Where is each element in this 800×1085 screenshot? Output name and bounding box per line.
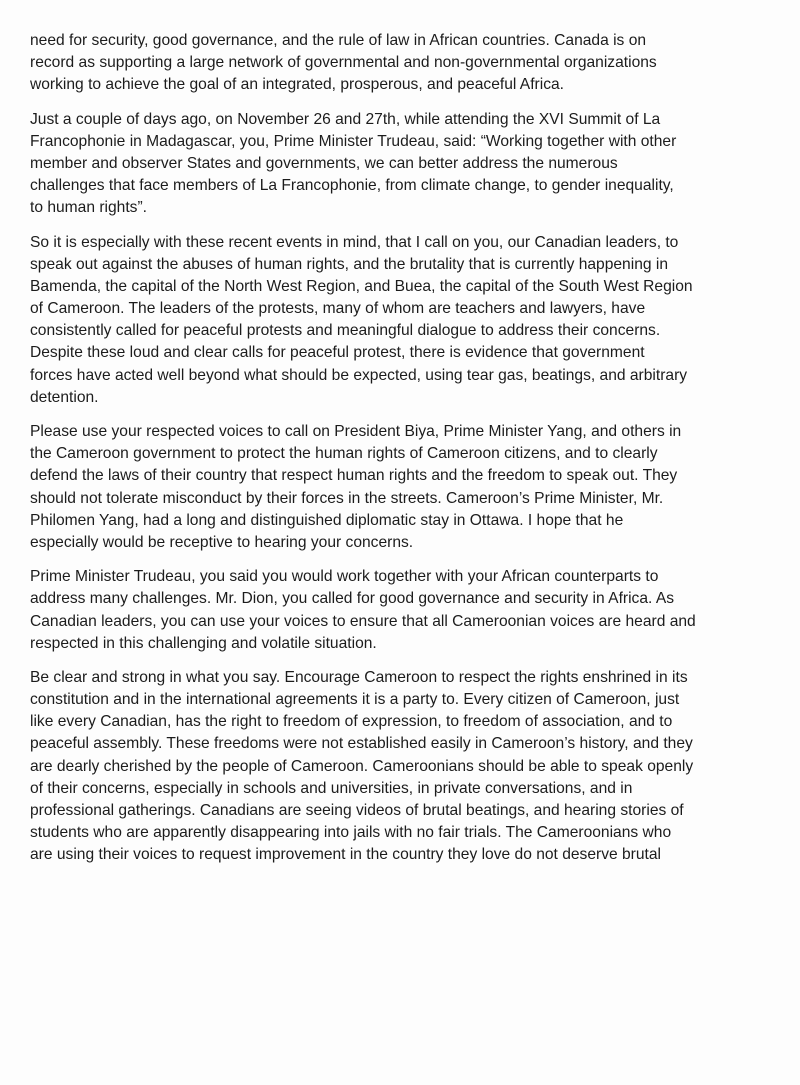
text-line: Philomen Yang, had a long and distinguished diplomatic stay in Ottawa. I hope that he bbox=[30, 511, 624, 529]
text-line: Francophonie in Madagascar, you, Prime Minister Trudeau, said: “Working together with other bbox=[30, 132, 677, 150]
paragraph-call-to-speak-out bbox=[30, 232, 790, 410]
text-line: to human rights”. bbox=[30, 199, 148, 217]
paragraph-francophonie-summit bbox=[30, 109, 790, 220]
text-line: peaceful assembly. These freedoms were not established easily in Cameroon’s history, and they bbox=[30, 735, 693, 753]
text-line: defend the laws of their country that respect human rights and the freedom to speak out. They bbox=[30, 467, 678, 485]
text-line: address many challenges. Mr. Dion, you called for good governance and security in Africa. As bbox=[30, 590, 675, 608]
text-line: Just a couple of days ago, on November 26 and 27th, while attending the XVI Summit of La bbox=[30, 110, 661, 128]
text-line: like every Canadian, has the right to freedom of expression, to freedom of association, and to bbox=[30, 713, 673, 731]
text-line: students who are apparently disappearing into jails with no fair trials. The Cameroonians who bbox=[30, 824, 672, 842]
paragraph-be-clear-and-strong bbox=[30, 667, 790, 867]
text-line: So it is especially with these recent events in mind, that I call on you, our Canadian leaders, to bbox=[30, 233, 679, 251]
text-line: should not tolerate misconduct by their forces in the streets. Cameroon’s Prime Minister, Mr. bbox=[30, 489, 664, 507]
text-line: of Cameroon. The leaders of the protests, many of whom are teachers and lawyers, have bbox=[30, 300, 646, 318]
text-line: need for security, good governance, and the rule of law in African countries. Canada is on bbox=[30, 32, 647, 49]
text-line: Despite these loud and clear calls for peaceful protest, there is evidence that government bbox=[30, 344, 645, 362]
text-line: Prime Minister Trudeau, you said you would work together with your African counterparts to bbox=[30, 568, 659, 586]
paragraph-african-counterparts bbox=[30, 566, 790, 655]
text-line: constitution and in the international agreements it is a party to. Every citizen of Cameroon, just bbox=[30, 691, 680, 709]
text-line: speak out against the abuses of human rights, and the brutality that is currently happening in bbox=[30, 255, 669, 273]
text-line: record as supporting a large network of governmental and non-governmental organizations bbox=[30, 54, 657, 72]
text-line: respected in this challenging and volatile situation. bbox=[30, 634, 377, 652]
text-line: Be clear and strong in what you say. Encourage Cameroon to respect the rights enshrined in its bbox=[30, 668, 688, 686]
letter-body bbox=[30, 30, 790, 867]
text-line: especially would be receptive to hearing your concerns. bbox=[30, 533, 414, 551]
text-line: Bamenda, the capital of the North West Region, and Buea, the capital of the South West Region bbox=[30, 277, 693, 295]
text-line: of their concerns, especially in schools and universities, in private conversations, and in bbox=[30, 779, 633, 797]
text-line: working to achieve the goal of an integrated, prosperous, and peaceful Africa. bbox=[30, 76, 564, 94]
text-line: member and observer States and governments, we can better address the numerous bbox=[30, 154, 618, 172]
text-line: the Cameroon government to protect the human rights of Cameroon citizens, and to clearly bbox=[30, 445, 658, 463]
text-line: are using their voices to request improvement in the country they love do not deserve brutal bbox=[30, 846, 662, 864]
paragraph-security-governance bbox=[30, 30, 790, 97]
text-line: professional gatherings. Canadians are seeing videos of brutal beatings, and hearing stories of bbox=[30, 802, 684, 819]
text-line: forces have acted well beyond what should be expected, using tear gas, beatings, and arbitrary bbox=[30, 366, 688, 384]
text-line: are dearly cherished by the people of Cameroon. Cameroonians should be able to speak openly bbox=[30, 757, 694, 775]
text-line: challenges that face members of La Francophonie, from climate change, to gender inequality, bbox=[30, 177, 674, 195]
text-line: Please use your respected voices to call on President Biya, Prime Minister Yang, and others in bbox=[30, 423, 682, 440]
text-line: Canadian leaders, you can use your voices to ensure that all Cameroonian voices are heard and bbox=[30, 612, 696, 630]
paragraph-respected-voices bbox=[30, 421, 790, 554]
text-line: detention. bbox=[30, 388, 99, 406]
text-line: consistently called for peaceful protests and meaningful dialogue to address their concerns. bbox=[30, 322, 661, 340]
